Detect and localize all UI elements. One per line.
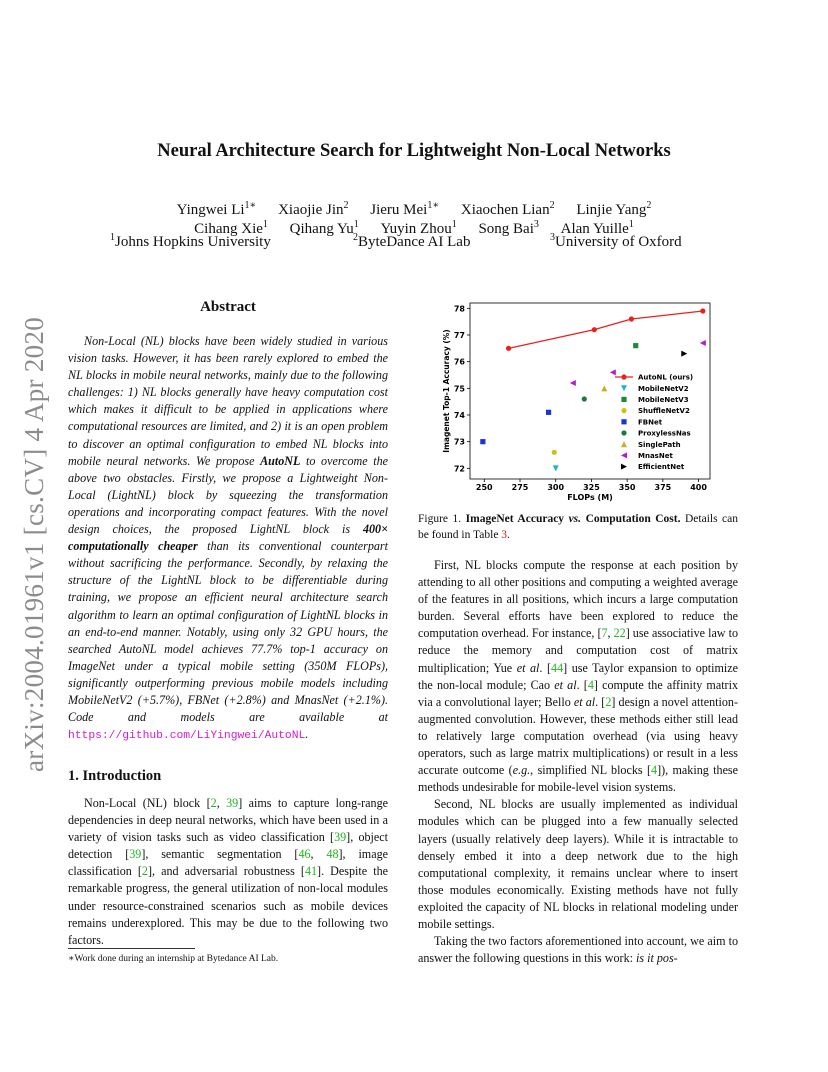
x-tick-label: 325	[583, 483, 600, 492]
legend-label-mobilenetv2: MobileNetV2	[638, 384, 689, 393]
y-axis-label: Imagenet Top-1 Accuracy (%)	[442, 329, 451, 453]
affiliation: $^2$ByteDance AI Lab	[353, 232, 471, 250]
efficientnet-point	[681, 351, 687, 357]
legend-marker	[621, 441, 627, 447]
fbnet-point	[546, 410, 551, 415]
paragraph: Taking the two factors aforementioned into account, we aim to answer the following questions in this work: is it pos-	[418, 934, 738, 966]
citation-link[interactable]: 48	[326, 847, 339, 862]
mobilenetv3-point	[633, 343, 638, 348]
arxiv-watermark	[14, 292, 54, 772]
legend-label-mobilenetv3: MobileNetV3	[638, 396, 689, 404]
author: Jieru Mei$^{1∗}$	[370, 200, 440, 218]
shufflenetv2-point	[552, 450, 557, 455]
y-tick-label: 76	[453, 357, 465, 367]
legend-label-singlepath: SinglePath	[638, 440, 681, 449]
legend-label-proxylessnas: ProxylessNas	[638, 429, 691, 438]
y-tick-label: 74	[453, 411, 465, 420]
citation-link[interactable]: 39	[129, 847, 142, 862]
author: Xiaojie Jin$^2$	[278, 200, 349, 218]
accuracy-flops-chart	[438, 298, 714, 514]
citation-link[interactable]: 2	[210, 796, 217, 810]
citation-link[interactable]: 2	[141, 864, 148, 879]
affiliation: $^3$University of Oxford	[550, 232, 682, 250]
citation-link[interactable]: 39	[226, 796, 239, 810]
x-tick-label: 275	[511, 483, 529, 492]
y-tick-label: 73	[453, 437, 465, 447]
legend-marker	[621, 419, 626, 424]
legend-marker	[621, 408, 626, 413]
abstract-body: Non-Local (NL) blocks have been widely studied in various vision tasks. However, it has been rarely explored to embed the NL blocks in mobile neural networks, mainly due to the following challenges: 1) NL blocks generally have heavy computation cost which makes it difficult to be applied in applications where computational resources are limited, and 2) it is an open problem to discover an optimal configuration to embed NL blocks into mobile neural networks. We propose AutoNL to overcome the above two obstacles. Firstly, we propose a Lightweight Non-Local (LightNL) block by squeezing the transformation operations and incorporating compact features. With the novel design choices, the proposed LightNL block is 400× computationally cheaper than its conventional counterpart without sacrificing the performance. Secondly, by relaxing the structure of the LightNL block to be differentiable during training, we propose an efficient neural architecture search algorithm to learn an optimal configuration of LightNL blocks in an end-to-end manner. Notably, using only 32 GPU hours, the searched AutoNL model achieves 77.7% top-1 accuracy on ImageNet under a typical mobile setting (350M FLOPs), significantly outperforming previous mobile models including MobileNetV2 (+5.7%), FBNet (+2.8%) and MnasNet (+2.1%). Code and models are available at https://github.com/LiYingwei/AutoNL.	[68, 334, 388, 743]
mnasnet-point	[570, 380, 576, 386]
author: Yuyin Zhou$^1$	[380, 219, 457, 237]
autonl-ours-point	[700, 308, 705, 313]
footnote: ∗Work done during an internship at Bytedance AI Lab.	[68, 954, 279, 964]
mobilenetv2-point	[553, 465, 559, 471]
paper-title: Neural Architecture Search for Lightweight Non-Local Networks	[157, 141, 671, 161]
citation-link[interactable]: 2	[605, 694, 612, 709]
x-tick-label: 300	[547, 483, 565, 492]
author: Linjie Yang$^2$	[576, 200, 652, 218]
mnasnet-point	[610, 369, 616, 375]
legend-marker	[621, 430, 626, 435]
intro-paragraph: Non-Local (NL) block [2, 39] aims to capture long-range dependencies in deep neural networks, which have been used in a variety of vision tasks such as video classification [39], object detection [39], semantic segmentation [46, 48], image classification [2], and adversarial robustness [41]. Despite the remarkable progress, the general utilization of non-local modules under resource-constrained scenarios such as mobile devices remains underexplored. This may be due to the following two factors.	[68, 796, 389, 947]
author: Xiaochen Lian$^2$	[460, 200, 555, 218]
y-tick-label: 78	[453, 304, 465, 314]
legend-label-mnasnet: MnasNet	[638, 452, 673, 460]
legend-label-efficientnet: EfficientNet	[638, 463, 685, 472]
arxiv-id: arXiv:2004.01961v1 [cs.CV] 4 Apr 2020	[19, 316, 49, 772]
footnote-rule	[68, 948, 195, 949]
citation-link[interactable]: 46	[298, 847, 311, 862]
legend-label-autonl-ours: AutoNL (ours)	[638, 373, 694, 382]
y-tick-label: 77	[453, 331, 465, 340]
right-column-body	[418, 557, 738, 967]
paragraph: Second, NL blocks are usually implemented as individual modules which can be plugged into a few manually selected layers (usually relatively deep layers). While it is intractable to densely embed it into a deep network due to the high computational complexity, it remains unclear where to insert those modules economically. Existing methods have not fully exploited the capacity of NL blocks in relational modeling under mobile settings.	[418, 797, 738, 931]
x-tick-label: 350	[618, 483, 636, 492]
autonl-ours-point	[592, 327, 597, 332]
legend-marker	[621, 397, 626, 402]
section-heading: 1. Introduction	[68, 768, 162, 784]
x-tick-label: 400	[690, 483, 707, 492]
author: Qihang Yu$^1$	[289, 219, 359, 237]
fbnet-point	[480, 439, 485, 444]
singlepath-point	[601, 385, 607, 391]
citation-link[interactable]: 4	[587, 677, 594, 692]
proxylessnas-point	[582, 396, 587, 401]
legend-marker	[621, 385, 627, 391]
autonl-emphasis: AutoNL	[260, 453, 301, 468]
autonl-ours-line	[509, 311, 703, 348]
y-tick-label: 72	[453, 464, 465, 474]
citation-link[interactable]: 7	[601, 626, 608, 641]
legend-label-fbnet: FBNet	[638, 418, 663, 427]
citation-link[interactable]: 4	[651, 763, 658, 778]
table-ref-link[interactable]: 3	[501, 528, 508, 541]
legend-marker	[621, 464, 627, 470]
paragraph: First, NL blocks compute the response at each position by attending to all other positions and computing a weighted average of the features in all positions, which incurs a large computation burden. Several efforts have been explored to reduce the computation overhead. For instance, [7, 22] use associative law to reduce the memory and computation cost of matrix multiplication; Yue et al. [44] use Taylor expansion to optimize the non-local module; Cao et al. [4] compute the affinity matrix via a convolutional layer; Bello et al. [2] design a novel attention-augmented convolution. However, these methods either still lead to relatively large computation overhead (via using heavy operators, such as large matrix multiplications) or result in a less accurate outcome (e.g., simplified NL blocks [4]), making these methods undesirable for mobile-level vision systems.	[418, 558, 739, 795]
affiliation: $^1$Johns Hopkins University	[110, 232, 271, 250]
code-link[interactable]: https://github.com/LiYingwei/AutoNL	[68, 730, 306, 743]
y-tick-label: 75	[453, 384, 465, 394]
citation-link[interactable]: 41	[304, 864, 318, 879]
author: Yingwei $Li^{1∗}$	[176, 200, 257, 218]
cheaper-emphasis: 400× computationally cheaper	[68, 522, 388, 554]
citation-link[interactable]: 22	[613, 626, 626, 641]
citation-link[interactable]: 44	[551, 660, 564, 675]
legend-label-shufflenetv2: ShuffleNetV2	[638, 407, 690, 416]
legend-marker	[621, 374, 626, 379]
mnasnet-point	[700, 340, 706, 346]
citation-link[interactable]: 39	[334, 830, 347, 845]
abstract-heading: Abstract	[200, 299, 256, 315]
figure-caption: Figure 1. ImageNet Accuracy vs. Computation Cost. Details can be found in Table 3.	[418, 513, 739, 541]
x-tick-label: 375	[654, 483, 672, 492]
autonl-ours-point	[506, 346, 511, 351]
autonl-ours-point	[629, 316, 634, 321]
author: Cihang Xie$^1$	[194, 219, 268, 237]
author: Song Bai$^3$	[478, 219, 539, 237]
x-axis-label: FLOPs (M)	[567, 493, 613, 502]
x-tick-label: 250	[475, 483, 493, 492]
legend-marker	[621, 452, 627, 458]
author: Alan Yuille$^1$	[560, 219, 634, 237]
